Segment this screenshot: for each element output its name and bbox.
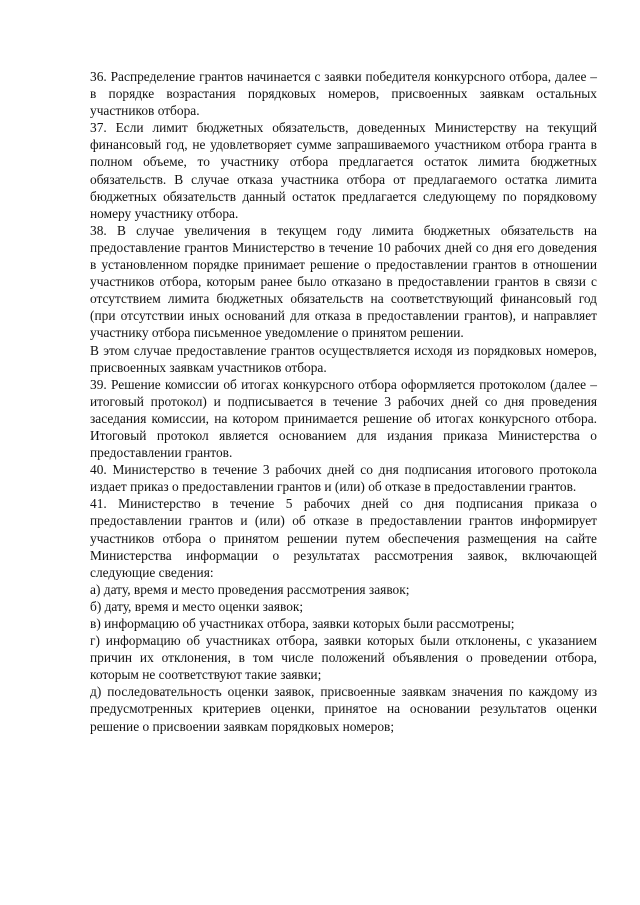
paragraph-41: 41. Министерство в течение 5 рабочих дней со дня подписания приказа о предоставлении грантов и (или) об отказе в предоставлении грантов информирует участников отбора о принятом решении путем обеспечения размещения на сайте Министерства информации о результатах рассмотрения заявок, включающей следующие сведения: [90,496,597,580]
paragraph-37: 37. Если лимит бюджетных обязательств, доведенных Министерству на текущий финансовый год, не удовлетворяет сумме запрашиваемого участником отбора гранта в полном объеме, то участнику отбора предлагается остаток лимита бюджетных обязательств. В случае отказа участника отбора от предлагаемого остатка лимита бюджетных обязательств данный остаток предлагается следующему по порядковому номеру участнику отбора. [90,120,597,221]
list-item-b: б) дату, время и место оценки заявок; [90,598,304,614]
list-item-a: а) дату, время и место проведения рассмотрения заявок; [90,581,410,597]
paragraph-39: 39. Решение комиссии об итогах конкурсного отбора оформляется протоколом (далее – итоговый протокол) и подписывается в течение 3 рабочих дней со дня проведения заседания комиссии, на котором принимается решение об итогах конкурсного отбора. Итоговый протокол является основанием для издания приказа Министерства о предоставлении грантов. [90,376,597,461]
paragraph-38-continuation: В этом случае предоставление грантов осуществляется исходя из порядковых номеров, присвоенных заявкам участников отбора. [90,342,597,375]
paragraph-36: 36. Распределение грантов начинается с заявки победителя конкурсного отбора, далее – в порядке возрастания порядковых номеров, присвоенных заявкам остальных участников отбора. [90,69,597,119]
list-item-g: г) информацию об участниках отбора, заявки которых были отклонены, с указанием причин их отклонения, в том числе положений объявления о проведении отбора, которым не соответствуют такие заявки; [90,633,597,683]
list-item-d: д) последовательность оценки заявок, присвоенные заявкам значения по каждому из предусмотренных критериев оценки, принятое на основании результатов оценки решение о присвоении заявкам порядковых номеров; [90,684,597,734]
paragraph-40: 40. Министерство в течение 3 рабочих дней со дня подписания итогового протокола издает приказ о предоставлении грантов и (или) об отказе в предоставлении грантов. [90,462,597,495]
document-page [90,68,597,735]
paragraph-38: 38. В случае увеличения в текущем году лимита бюджетных обязательств на предоставление грантов Министерство в течение 10 рабочих дней со дня его доведения в установленном порядке принимает решение о предоставлении грантов в отношении участников отбора, которым ранее было отказано в предоставлении грантов в связи с отсутствием лимита бюджетных обязательств на соответствующий финансовый год (при отсутствии иных оснований для отказа в предоставлении грантов), и направляет участнику отбора письменное уведомление о принятом решении. [90,222,597,341]
list-item-v: в) информацию об участниках отбора, заявки которых были рассмотрены; [90,616,515,631]
